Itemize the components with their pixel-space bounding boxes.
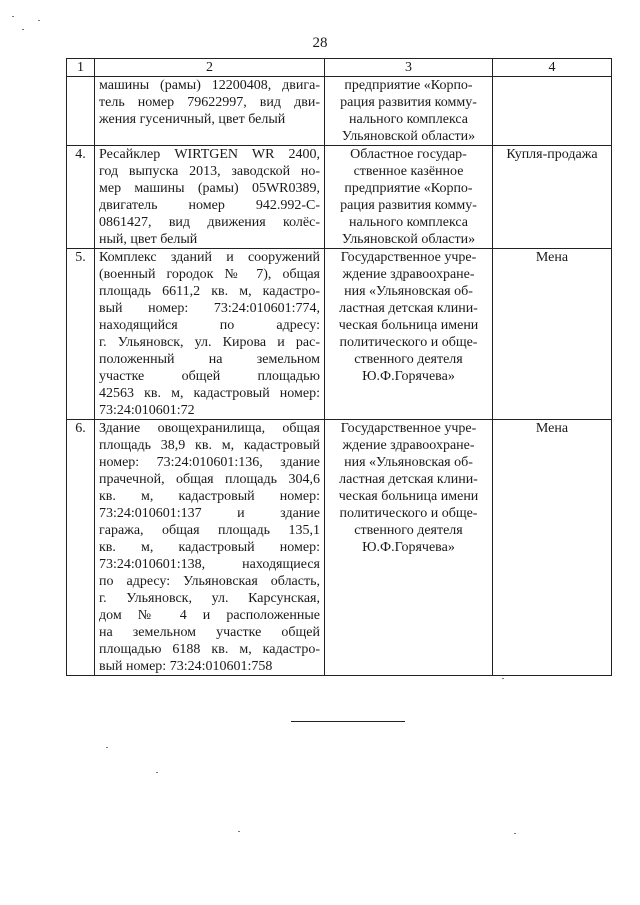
counterparty-line: ния «Ульяновская об- (344, 455, 473, 470)
counterparty-line: ластная детская клини- (339, 301, 478, 316)
counterparty-line: Государственное учре- (340, 250, 477, 265)
counterparty (325, 146, 493, 249)
counterparty-line: Ю.Ф.Горячева» (362, 369, 455, 384)
description-line: гаража, общая площадь 135,1 (99, 523, 320, 538)
description-line: 73:24:010601:137 и здание (99, 506, 320, 521)
property-description (95, 77, 325, 146)
end-rule (291, 721, 405, 722)
row-number: 6. (67, 420, 95, 676)
description-line: прачечной, общая площадь 304,6 (99, 472, 320, 487)
property-description (95, 146, 325, 249)
description-line: по адресу: Ульяновская область, (99, 574, 320, 589)
description-line: ный, цвет белый (99, 232, 198, 247)
counterparty-line: ственное казённое (353, 164, 464, 179)
counterparty-line: предприятие «Корпо- (344, 78, 473, 93)
description-line: 42563 кв. м, кадастровый номер: (99, 386, 320, 401)
description-line: находящийся по адресу: (99, 318, 320, 333)
property-description (95, 249, 325, 420)
description-line: положенный на земельном (99, 352, 320, 367)
description-line: кв. м, кадастровый номер: (99, 540, 320, 555)
transaction-type: Купля-продажа (493, 146, 612, 249)
description-line: участке общей площадью (99, 369, 320, 384)
description-line: двигатель номер 942.992-С- (99, 198, 320, 213)
counterparty-line: нального комплекса (348, 112, 468, 127)
row-number (67, 77, 95, 146)
counterparty-line: ния «Ульяновская об- (344, 284, 473, 299)
page-number: 28 (312, 35, 328, 51)
property-description (95, 420, 325, 676)
counterparty-line: нального комплекса (348, 215, 468, 230)
counterparty (325, 77, 493, 146)
description-line: 0861427, вид движения колёс- (99, 215, 320, 230)
scan-speck (12, 16, 14, 17)
counterparty-line: Ульяновской области» (341, 129, 476, 144)
description-line: вый номер: 73:24:010601:774, (99, 301, 320, 316)
scan-speck (106, 747, 108, 748)
description-line: машины (рамы) 12200408, двига- (99, 78, 320, 93)
counterparty-line: политического и обще- (339, 335, 478, 350)
description-line: площадью 6188 кв. м, кадастро- (99, 642, 320, 657)
description-line: 73:24:010601:138, находящиеся (99, 557, 320, 572)
counterparty-line: рация развития комму- (340, 198, 477, 213)
counterparty-line: рация развития комму- (340, 95, 477, 110)
scan-speck (38, 20, 40, 21)
counterparty-line: ждение здравоохране- (342, 267, 475, 282)
counterparty-line: предприятие «Корпо- (344, 181, 473, 196)
description-line: кв. м, кадастровый номер: (99, 489, 320, 504)
description-line: на земельном участке общей (99, 625, 320, 640)
description-line: г. Ульяновск, ул. Кирова и рас- (99, 335, 320, 350)
header-row (67, 59, 612, 77)
counterparty-line: политического и обще- (339, 506, 478, 521)
description-line: жения гусеничный, цвет белый (99, 112, 286, 127)
scan-speck (238, 831, 240, 832)
description-line: тель номер 79622997, вид дви- (99, 95, 320, 110)
counterparty-line: Ю.Ф.Горячева» (362, 540, 455, 555)
description-line: (военный городок № 7), общая (99, 267, 320, 282)
description-line: Ресайклер WIRTGEN WR 2400, (99, 147, 320, 162)
scan-speck (514, 833, 516, 834)
counterparty-line: ластная детская клини- (339, 472, 478, 487)
description-line: Здание овощехранилища, общая (99, 421, 320, 436)
description-line: вый номер: 73:24:010601:758 (99, 659, 273, 674)
header-col-1: 1 (67, 59, 95, 77)
description-line: г. Ульяновск, ул. Карсунская, (99, 591, 320, 606)
row-number: 5. (67, 249, 95, 420)
table-row (67, 146, 612, 249)
header-col-4: 4 (493, 59, 612, 77)
counterparty-line: ческая больница имени (338, 318, 479, 333)
description-line: Комплекс зданий и сооружений (99, 250, 320, 265)
description-line: год выпуска 2013, заводской но- (99, 164, 320, 179)
table-row (67, 420, 612, 676)
counterparty-line: ственного деятеля (354, 352, 463, 367)
scan-speck (502, 678, 504, 679)
header-col-3: 3 (325, 59, 493, 77)
counterparty-line: Областное государ- (350, 147, 467, 162)
description-line: мер машины (рамы) 05WR0389, (99, 181, 320, 196)
description-line: площадь 6611,2 кв. м, кадастро- (99, 284, 320, 299)
transaction-type (493, 77, 612, 146)
description-line: номер: 73:24:010601:136, здание (99, 455, 320, 470)
table-row (67, 249, 612, 420)
counterparty (325, 249, 493, 420)
counterparty-line: ственного деятеля (354, 523, 463, 538)
description-line: дом № 4 и расположенные (99, 608, 320, 623)
table-row (67, 77, 612, 146)
header-col-2: 2 (95, 59, 325, 77)
scan-speck (156, 772, 158, 773)
description-line: площадь 38,9 кв. м, кадастровый (99, 438, 320, 453)
description-line: 73:24:010601:72 (99, 403, 195, 418)
property-table (66, 58, 612, 676)
counterparty (325, 420, 493, 676)
counterparty-line: ждение здравоохране- (342, 438, 475, 453)
counterparty-line: Государственное учре- (340, 421, 477, 436)
row-number: 4. (67, 146, 95, 249)
counterparty-line: ческая больница имени (338, 489, 479, 504)
transaction-type: Мена (493, 249, 612, 420)
counterparty-line: Ульяновской области» (341, 232, 476, 247)
scan-speck (22, 29, 24, 30)
transaction-type: Мена (493, 420, 612, 676)
